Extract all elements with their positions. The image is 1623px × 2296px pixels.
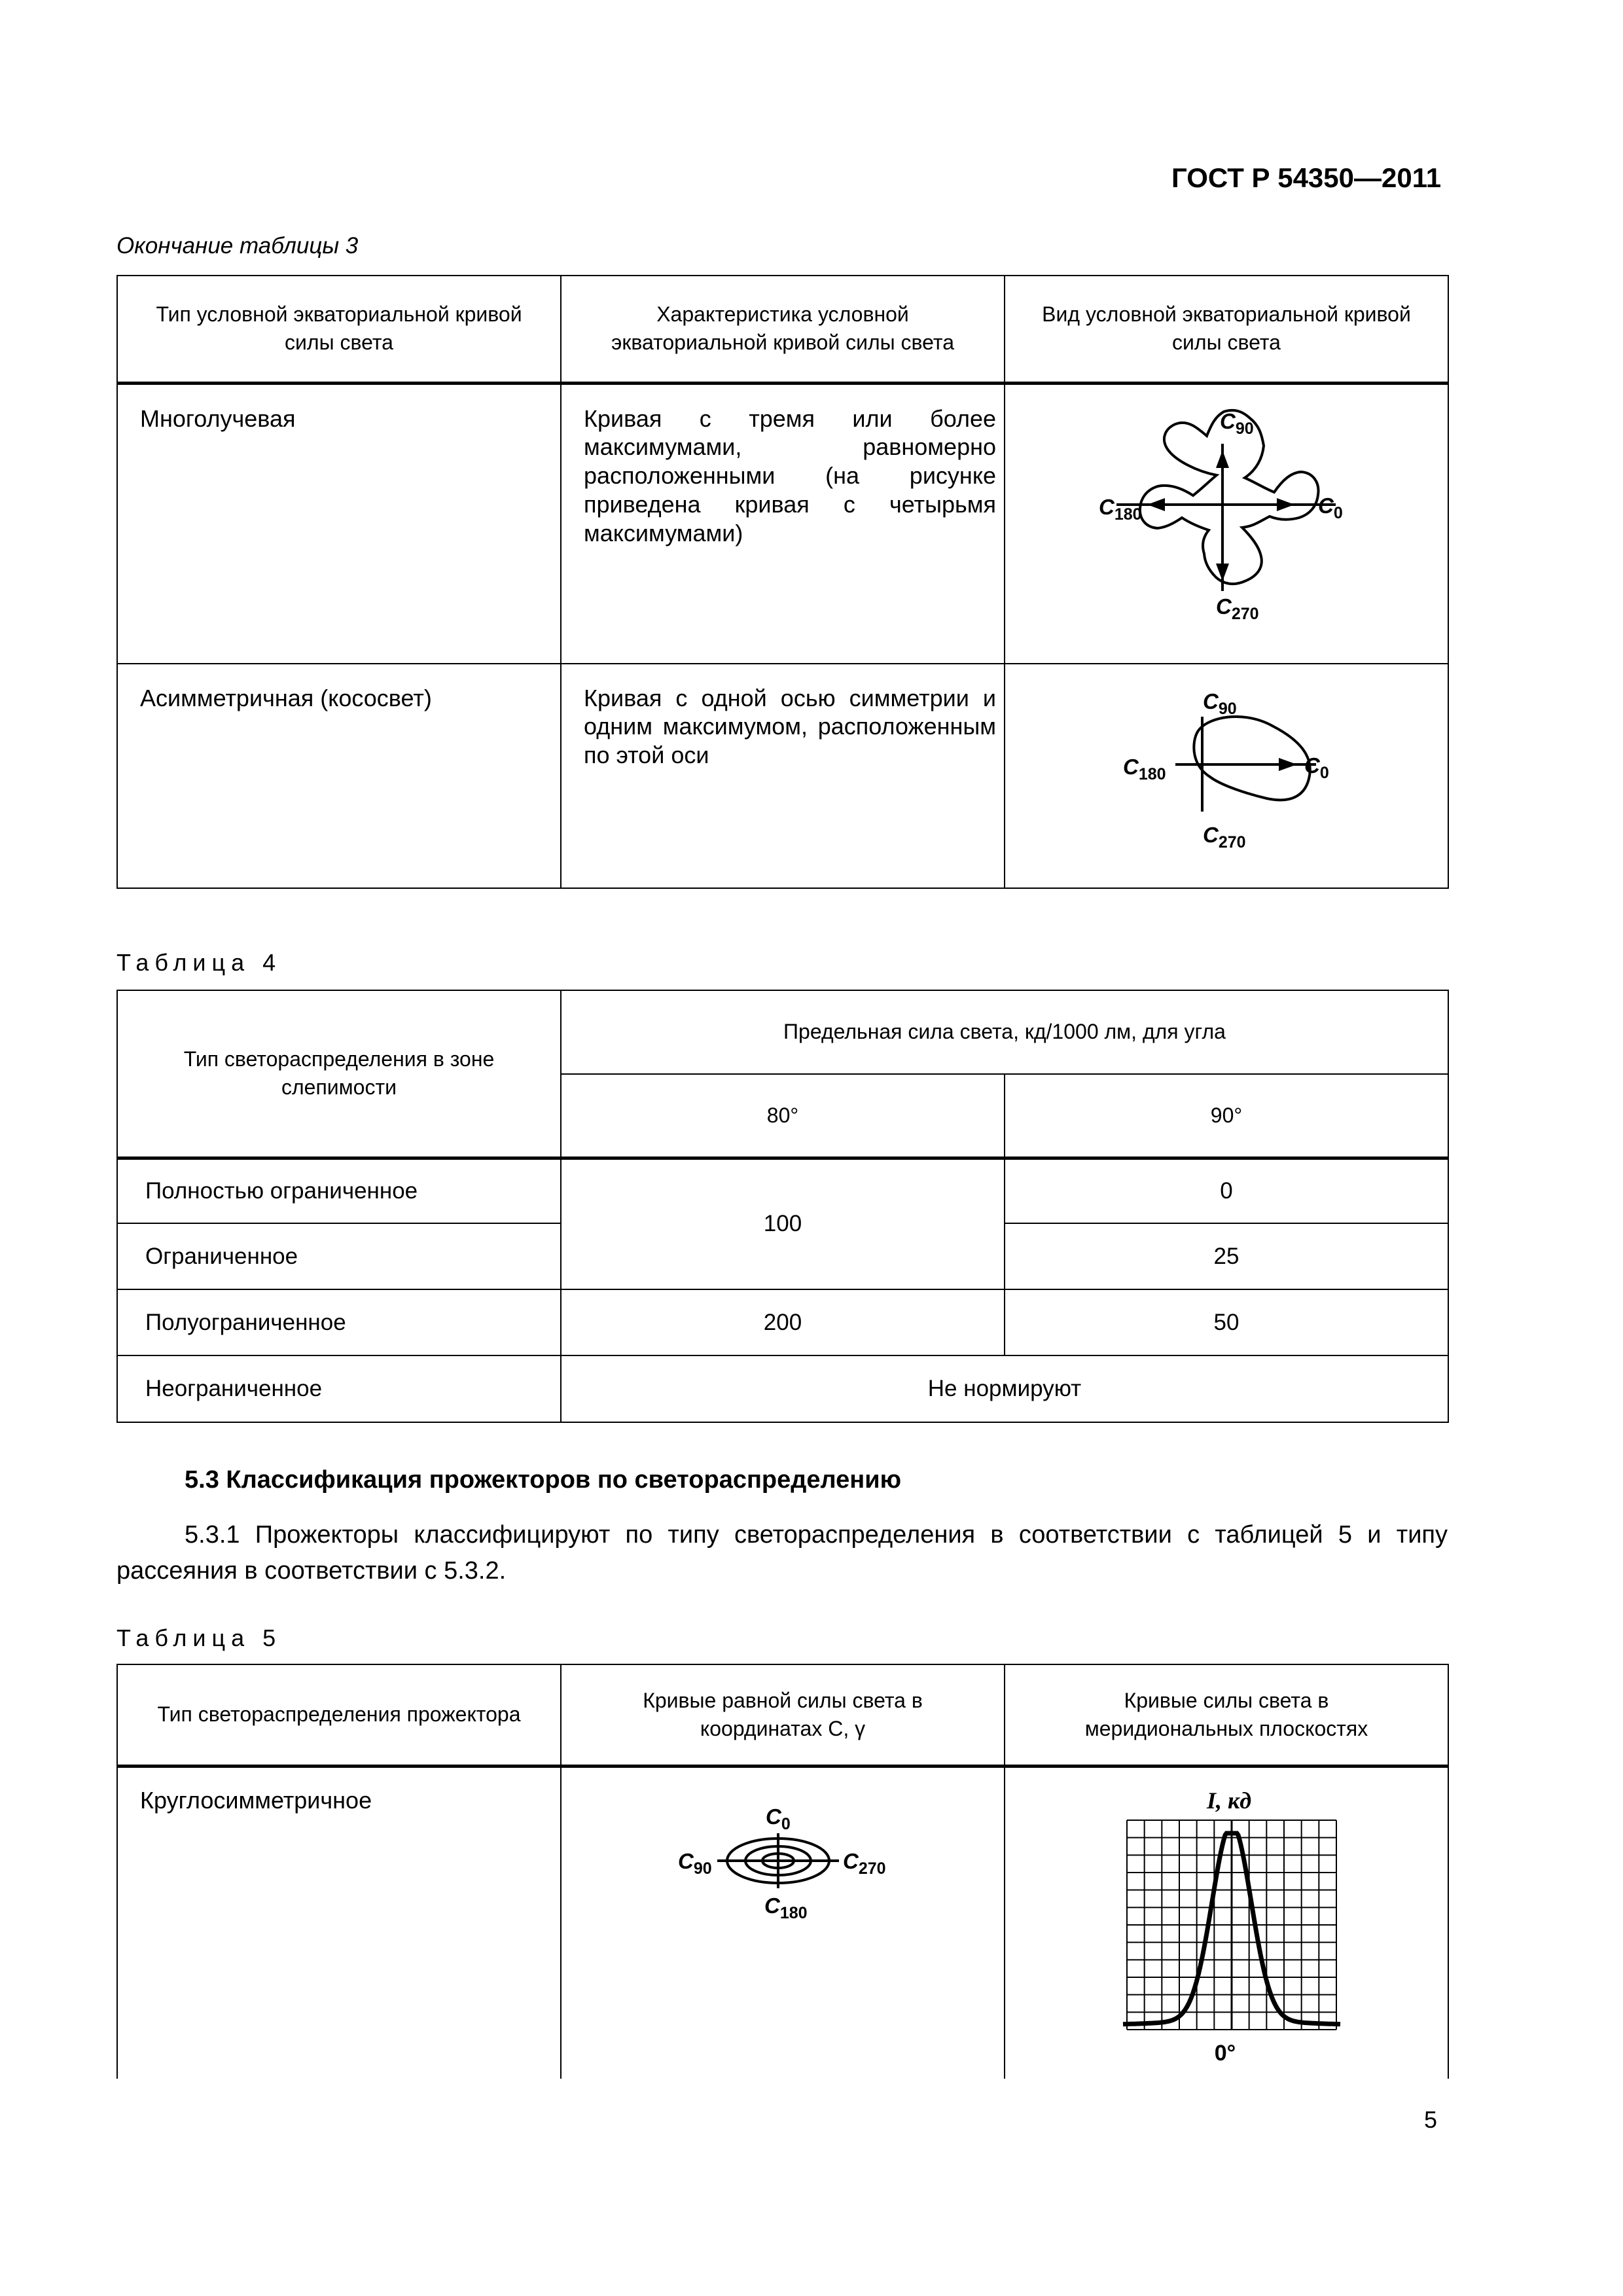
section-title: 5.3 Классификация прожекторов по светораспределению — [185, 1466, 902, 1494]
table3-row1-description: Кривая с тремя или более максимумами, равномерно расположенными (на рисунке приведена кривая с четырьмя максимумами) — [561, 383, 1005, 664]
table3-header-type: Тип условной экваториальной кривой силы света — [117, 276, 561, 383]
table4-header-90: 90° — [1005, 1074, 1448, 1158]
table4-row1-v80: 100 — [561, 1158, 1005, 1289]
label-c270: C270 — [843, 1848, 886, 1878]
table3-row2-diagram-cell — [1005, 664, 1448, 888]
table5-header-meridional: Кривые силы света в меридиональных плоскостях — [1005, 1664, 1448, 1766]
table4-row3-type: Полуограниченное — [117, 1289, 561, 1355]
table-row — [117, 1158, 1448, 1223]
table-row — [117, 664, 1448, 888]
table-4 — [116, 990, 1449, 1423]
table5-row1-type: Круглосимметричное — [117, 1766, 561, 2079]
label-c180: C180 — [764, 1893, 808, 1922]
asymmetric-curve-diagram — [1005, 664, 1446, 884]
table4-header-row — [117, 990, 1448, 1074]
table4-row4-type: Неограниченное — [117, 1355, 561, 1422]
label-c270: C270 — [1203, 822, 1246, 852]
label-c90: C90 — [1203, 689, 1237, 718]
table5-header-row — [117, 1664, 1448, 1766]
table5-row1-isolux-cell — [561, 1766, 1005, 2079]
table4-row3-v90: 50 — [1005, 1289, 1448, 1355]
label-c90: C90 — [678, 1848, 712, 1878]
table-3 — [116, 275, 1449, 889]
plot-x-tick: 0° — [1214, 2040, 1236, 2066]
four-lobe-curve — [1140, 410, 1319, 583]
table3-row1-diagram-cell — [1005, 383, 1448, 664]
label-c180: C180 — [1123, 754, 1166, 783]
table4-row2-v90: 25 — [1005, 1223, 1448, 1289]
table3-header-characteristic: Характеристика условной экваториальной кривой силы света — [561, 276, 1005, 383]
table5-header-type: Тип светораспределения прожектора — [117, 1664, 561, 1766]
plot-y-label: I, кд — [1207, 1787, 1252, 1814]
table3-header-view: Вид условной экваториальной кривой силы света — [1005, 276, 1448, 383]
label-c270: C270 — [1216, 594, 1259, 623]
table-row — [117, 1766, 1448, 2079]
table4-row1-v90: 0 — [1005, 1158, 1448, 1223]
table-row — [117, 1289, 1448, 1355]
table5-caption: Таблица 5 — [116, 1624, 282, 1651]
label-c0: C0 — [766, 1804, 791, 1833]
table3-row2-type: Асимметричная (кососвет) — [117, 664, 561, 888]
table4-row3-v80: 200 — [561, 1289, 1005, 1355]
table3-row2-description: Кривая с одной осью симметрии и одним максимумом, расположенным по этой оси — [561, 664, 1005, 888]
label-c90: C90 — [1220, 408, 1254, 438]
label-c0: C0 — [1318, 493, 1343, 522]
arrow-up — [1216, 450, 1229, 468]
label-c180: C180 — [1099, 494, 1142, 524]
plot-grid — [1127, 1820, 1336, 2030]
table3-row1-type: Многолучевая — [117, 383, 561, 664]
table-row — [117, 1355, 1448, 1422]
section-paragraph: 5.3.1 Прожекторы классифицируют по типу светораспределения в соответствии с таблицей 5 и типу рассеяния в соответствии с 5.3.2. — [116, 1521, 1448, 1585]
table-5 — [116, 1664, 1449, 2079]
table3-continuation-caption: Окончание таблицы 3 — [116, 233, 359, 259]
table4-header-type: Тип светораспределения в зоне слепимости — [117, 990, 561, 1158]
table5-row1-plot-cell — [1005, 1766, 1448, 2079]
isolux-diagram — [562, 1768, 1002, 2075]
table3-header-row — [117, 276, 1448, 383]
document-number: ГОСТ Р 54350—2011 — [1171, 162, 1442, 193]
asymmetric-curve — [1194, 716, 1310, 799]
table4-caption: Таблица 4 — [116, 949, 282, 976]
table4-header-80: 80° — [561, 1074, 1005, 1158]
table5-header-isolux: Кривые равной силы света в координатах C, γ — [561, 1664, 1005, 1766]
table4-row2-type: Ограниченное — [117, 1223, 561, 1289]
table4-row1-type: Полностью ограниченное — [117, 1158, 561, 1223]
multi-beam-curve-diagram — [1005, 385, 1446, 660]
page-number: 5 — [1424, 2106, 1438, 2133]
table4-row4-merged: Не нормируют — [561, 1355, 1448, 1422]
meridional-intensity-plot — [1005, 1768, 1446, 2075]
arrow-right — [1277, 498, 1294, 511]
arrow-right — [1279, 758, 1297, 771]
arrow-left — [1147, 498, 1165, 511]
table-row — [117, 383, 1448, 664]
label-c0: C0 — [1304, 753, 1329, 782]
table4-header-limit: Предельная сила света, кд/1000 лм, для угла — [561, 990, 1448, 1074]
